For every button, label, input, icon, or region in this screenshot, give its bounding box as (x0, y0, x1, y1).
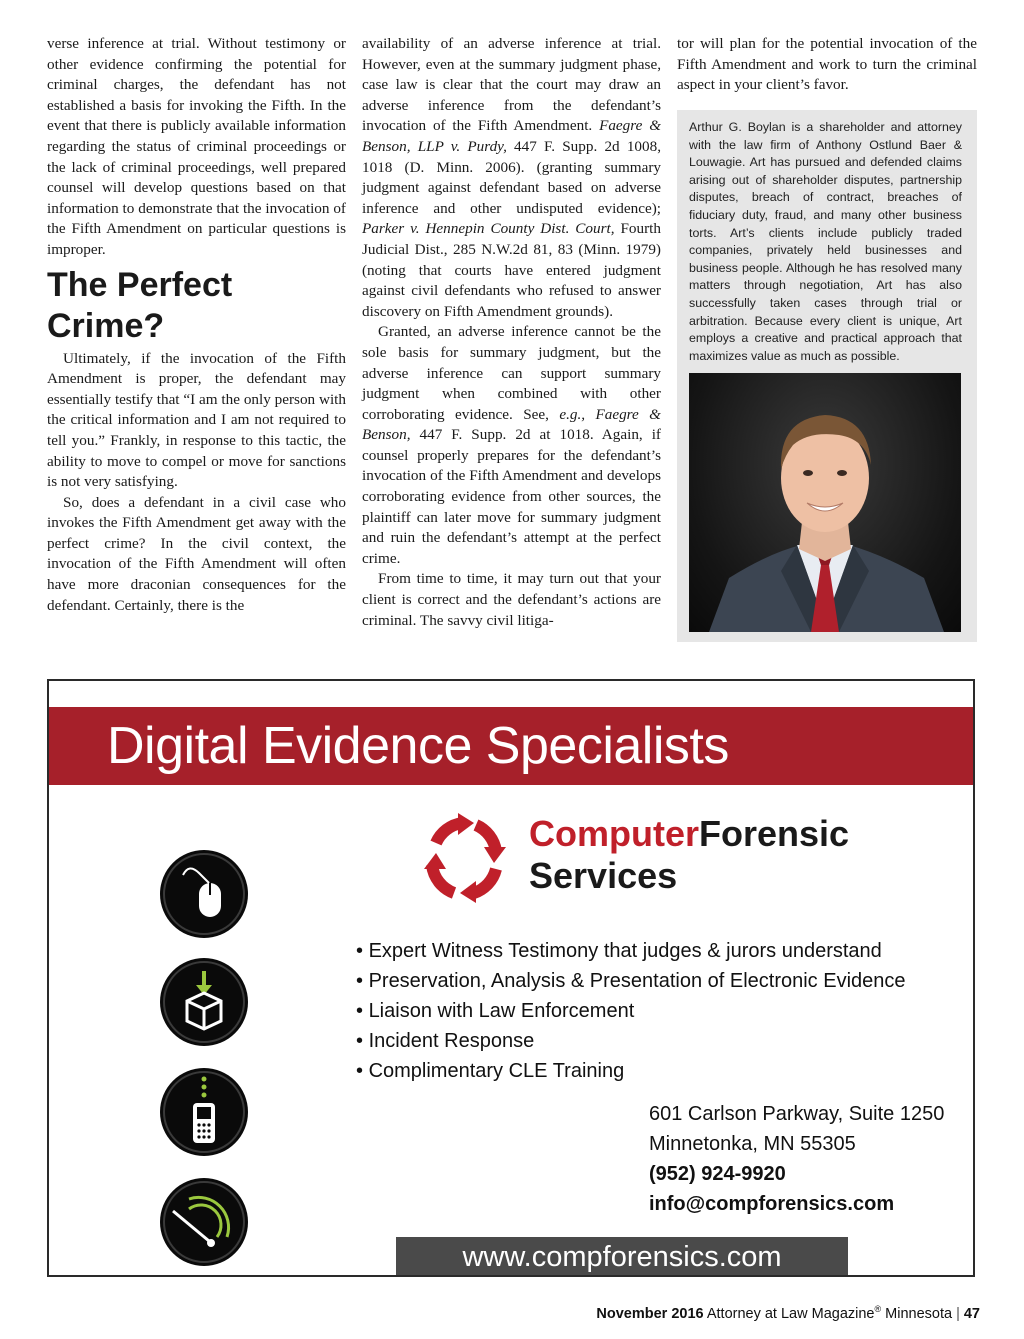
page-number: 47 (963, 1305, 980, 1322)
publication-region: Minnesota (885, 1305, 953, 1322)
list-item: • Incident Response (356, 1026, 906, 1056)
list-item: • Liaison with Law Enforcement (356, 996, 906, 1026)
computer-forensic-logo-icon (414, 803, 514, 913)
case-citation: Parker v. Hennepin County Dist. Court, (362, 220, 615, 238)
website-link[interactable]: www.compforensics.com (396, 1237, 848, 1277)
wifi-signal-icon (159, 1177, 249, 1267)
article-column-3 (677, 34, 977, 96)
ad-banner-title: Digital Evidence Specialists (49, 707, 973, 785)
article-column-1 (47, 34, 346, 616)
email-link[interactable]: info@compforensics.com (649, 1193, 895, 1215)
address-line-2: Minnetonka, MN 55305 (649, 1133, 856, 1155)
advertisement (47, 679, 975, 1277)
article-paragraph (362, 322, 661, 569)
author-bio-box (677, 110, 977, 642)
mouse-icon (159, 849, 249, 939)
text-run: 447 F. Supp. 2d at 1018. Again, if counsel properly prepares for the defendant’s invocation of the Fifth Amendment and develops corroborating evidence from other sources, the plaintiff can later move for summary judgment and ruin the defendant’s attempt at the perfect crime. (362, 426, 661, 567)
case-citation: e.g., Faegre & Benson, (362, 405, 661, 444)
article-paragraph: tor will plan for the potential invocation of the Fifth Amendment and work to turn the criminal aspect in your client’s favor. (677, 35, 977, 94)
contact-info (649, 1099, 944, 1219)
ad-brand-name (529, 813, 849, 897)
article-paragraph: From time to time, it may turn out that your client is correct and the defendant’s actions are criminal. The savvy civil litiga- (362, 570, 661, 629)
list-item: • Preservation, Analysis & Presentation of Electronic Evidence (356, 966, 906, 996)
footer-divider: | (956, 1305, 960, 1322)
author-bio-text: Arthur G. Boylan is a shareholder and attorney with the law firm of Anthony Ostlund Baer & Louwagie. Art has pursued and defended claims arising out of shareholder disputes, partnership disputes, breach of contract, breaches of fiduciary duty, fraud, and many other business torts. Art’s clients include publicly traded companies, privately held businesses and business people. Although he has resolved many matters through negotiation, Art has also successfully taken cases through trial or arbitration. Because every client is unique, Art employs a creative and practical approach that maximizes value as much as possible. (689, 120, 962, 363)
article-paragraph: So, does a defendant in a civil case who invokes the Fifth Amendment get away with the perfect crime? In the civil context, the invocation of the Fifth Amendment will often have more draconian consequences for the defendant. Certainly, there is the (47, 493, 346, 614)
brand-word-forensic: Forensic (699, 813, 850, 854)
mobile-phone-icon (159, 1067, 249, 1157)
page-footer (540, 1304, 980, 1322)
registered-mark: ® (874, 1304, 882, 1314)
download-box-icon (159, 957, 249, 1047)
article-column-2 (362, 34, 661, 631)
brand-word-computer: Computer (529, 813, 699, 854)
text-run: Fourth Judicial Dist., 285 N.W.2d 81, 83 (Minn. 1979) (noting that courts have entered judgment against civil defendants who refused to answer discovery on Fifth Amendment grounds). (362, 220, 661, 320)
author-portrait-illustration (689, 373, 961, 632)
list-item: • Complimentary CLE Training (356, 1056, 906, 1086)
issue-date: November 2016 (596, 1305, 704, 1322)
brand-word-services: Services (529, 855, 678, 896)
publication-name: Attorney at Law Magazine (706, 1305, 875, 1322)
article-paragraph: Ultimately, if the invocation of the Fifth Amendment is proper, the defendant may essentially testify that “I am the only person with the critical information and I am not required to tell you.” Frankly, in response to this tactic, the ability to move to compel or move for sanctions is not very satisfying. (47, 349, 346, 491)
text-run: availability of an adverse inference at trial. However, even at the summary judgment phase, case law is clear that the court may draw an adverse inference from the defendant’s invocation of the Fifth Amendment. (362, 35, 661, 135)
text-run: Granted, an adverse inference cannot be the sole basis for summary judgment, but the adverse inference can support summary judgment when combined with other corroborating evidence. See, (362, 323, 661, 423)
list-item: • Expert Witness Testimony that judges & jurors understand (356, 936, 906, 966)
author-photo (689, 373, 961, 632)
text-run: 447 F. Supp. 2d 1008, 1018 (D. Minn. 2006). (granting summary judgment against defendant based on adverse inference and other undisputed evidence); (362, 137, 661, 217)
section-heading: The Perfect Crime? (47, 265, 233, 345)
address-line-1: 601 Carlson Parkway, Suite 1250 (649, 1103, 945, 1125)
article-paragraph: verse inference at trial. Without testimony or other evidence confirming the potential for criminal charges, the defendant has not established a basis for invoking the Fifth. In the event that there is publicly available information regarding the status of criminal proceedings or the lack of criminal proceedings, well prepared counsel will develop questions based on that information to demonstrate that the invocation of the Fifth Amendment on particular questions is improper. (47, 35, 346, 258)
phone-number: (952) 924-9920 (649, 1163, 786, 1185)
article-paragraph (362, 34, 661, 322)
case-citation: Faegre & Benson, LLP v. Purdy, (362, 117, 662, 155)
services-list (356, 936, 906, 1086)
